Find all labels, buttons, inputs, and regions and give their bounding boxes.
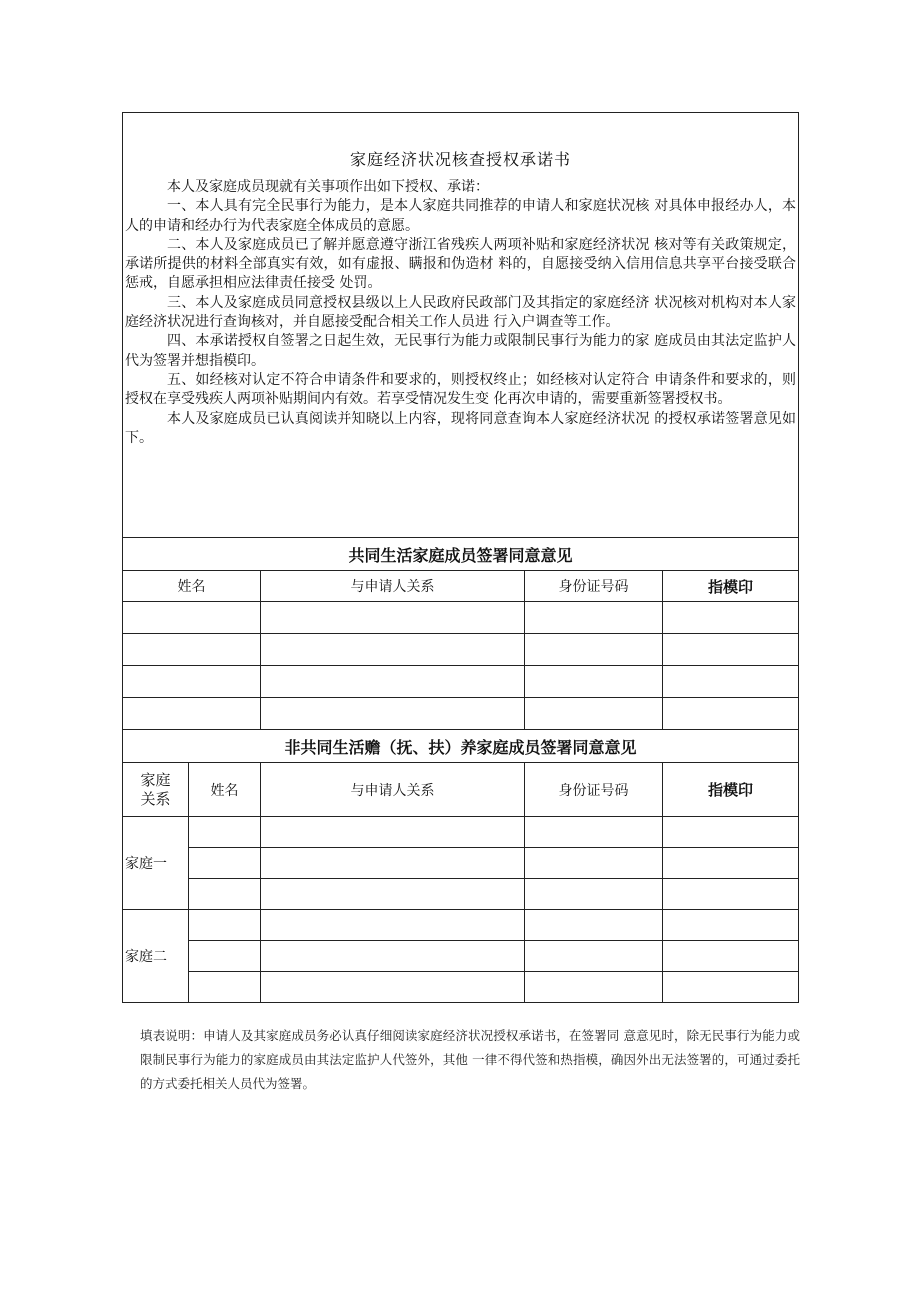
table-row — [123, 848, 799, 879]
relation-cell[interactable] — [261, 848, 525, 879]
fingerprint-cell[interactable] — [663, 848, 799, 879]
name-cell[interactable] — [189, 941, 261, 972]
header-name: 姓名 — [123, 571, 261, 602]
fingerprint-cell[interactable] — [663, 910, 799, 941]
id-cell[interactable] — [525, 634, 663, 666]
name-cell[interactable] — [189, 879, 261, 910]
fingerprint-cell[interactable] — [663, 698, 799, 730]
relation-cell[interactable] — [261, 634, 525, 666]
table-row — [123, 634, 799, 666]
pledge-body — [123, 178, 798, 448]
header-fingerprint: 指模印 — [663, 571, 799, 602]
header-id-number: 身份证号码 — [525, 571, 663, 602]
id-cell[interactable] — [525, 910, 663, 941]
id-cell[interactable] — [525, 848, 663, 879]
header-fingerprint: 指模印 — [663, 763, 799, 817]
table-row — [123, 817, 799, 848]
table-row — [123, 972, 799, 1003]
pledge-paragraph: 二、本人及家庭成员已了解并愿意遵守浙江省残疾人两项补贴和家庭经济状况 核对等有关政策规定，承诺所提供的材料全部真实有效，如有虚报、瞒报和伪造材 料的，自愿接受纳入信用信息共享平台接受联合惩戒，自愿承担相应法律责任接受 处罚。 — [125, 236, 797, 292]
table-row — [123, 602, 799, 634]
name-cell[interactable] — [123, 602, 261, 634]
pledge-section — [123, 113, 799, 538]
relation-cell[interactable] — [261, 666, 525, 698]
relation-cell[interactable] — [261, 910, 525, 941]
name-cell[interactable] — [123, 634, 261, 666]
document-title: 家庭经济状况核查授权承诺书 — [350, 150, 572, 169]
header-id-number: 身份证号码 — [525, 763, 663, 817]
cohabiting-section-title: 共同生活家庭成员签署同意意见 — [123, 538, 799, 571]
fingerprint-cell[interactable] — [663, 941, 799, 972]
pledge-paragraph: 一、本人具有完全民事行为能力，是本人家庭共同推荐的申请人和家庭状况核 对具体申报经办人，本人的申请和经办行为代表家庭全体成员的意愿。 — [125, 198, 797, 234]
id-cell[interactable] — [525, 698, 663, 730]
name-cell[interactable] — [189, 817, 261, 848]
pledge-paragraph: 本人及家庭成员现就有关事项作出如下授权、承诺： — [167, 179, 489, 195]
fingerprint-cell[interactable] — [663, 634, 799, 666]
fingerprint-cell[interactable] — [663, 602, 799, 634]
id-cell[interactable] — [525, 972, 663, 1003]
fingerprint-cell[interactable] — [663, 972, 799, 1003]
filling-instructions: 填表说明：申请人及其家庭成员务必认真仔细阅读家庭经济状况授权承诺书，在签署同 意意见时，除无民事行为能力或限制民事行为能力的家庭成员由其法定监护人代签外，其他 一律不得代签和热指模，确因外出无法签署的，可通过委托的方式委托相关人员代为签署。 — [140, 1028, 800, 1091]
pledge-paragraph: 三、本人及家庭成员同意授权县级以上人民政府民政部门及其指定的家庭经济 状况核对机构对本人家庭经济状况进行查询核对，并自愿接受配合相关工作人员进 行入户调查等工作。 — [125, 294, 797, 331]
relation-cell[interactable] — [261, 698, 525, 730]
non-cohabiting-section-title: 非共同生活赡（抚、扶）养家庭成员签署同意意见 — [123, 730, 799, 763]
header-relation: 与申请人关系 — [261, 571, 525, 602]
id-cell[interactable] — [525, 817, 663, 848]
table-row — [123, 941, 799, 972]
relation-cell[interactable] — [261, 817, 525, 848]
family-one-label: 家庭一 — [123, 817, 189, 910]
relation-cell[interactable] — [261, 602, 525, 634]
header-relation: 与申请人关系 — [261, 763, 525, 817]
name-cell[interactable] — [123, 698, 261, 730]
id-cell[interactable] — [525, 879, 663, 910]
table-row — [123, 698, 799, 730]
fingerprint-cell[interactable] — [663, 879, 799, 910]
name-cell[interactable] — [189, 910, 261, 941]
family-two-label: 家庭二 — [123, 910, 189, 1003]
authorization-form — [122, 112, 798, 1003]
header-family-relation: 家庭 关系 — [123, 763, 189, 817]
relation-cell[interactable] — [261, 941, 525, 972]
name-cell[interactable] — [123, 666, 261, 698]
table-row — [123, 910, 799, 941]
relation-cell[interactable] — [261, 972, 525, 1003]
table-row — [123, 879, 799, 910]
pledge-paragraph: 四、本承诺授权自签署之日起生效，无民事行为能力或限制民事行为能力的家 庭成员由其法定监护人代为签署并想指模印。 — [125, 333, 797, 369]
fingerprint-cell[interactable] — [663, 817, 799, 848]
table-row — [123, 666, 799, 698]
id-cell[interactable] — [525, 941, 663, 972]
name-cell[interactable] — [189, 848, 261, 879]
id-cell[interactable] — [525, 602, 663, 634]
fingerprint-cell[interactable] — [663, 666, 799, 698]
form-table — [122, 112, 799, 1003]
name-cell[interactable] — [189, 972, 261, 1003]
id-cell[interactable] — [525, 666, 663, 698]
pledge-paragraph: 五、如经核对认定不符合申请条件和要求的，则授权终止；如经核对认定符合 申请条件和要求的，则授权在享受残疾人两项补贴期间内有效。若享受情况发生变 化再次申请的，需要重新签署授权书。 — [125, 371, 797, 408]
relation-cell[interactable] — [261, 879, 525, 910]
pledge-paragraph: 本人及家庭成员已认真阅读并知晓以上内容，现将同意查询本人家庭经济状况 的授权承诺签署意见如下。 — [125, 410, 797, 446]
header-name: 姓名 — [189, 763, 261, 817]
